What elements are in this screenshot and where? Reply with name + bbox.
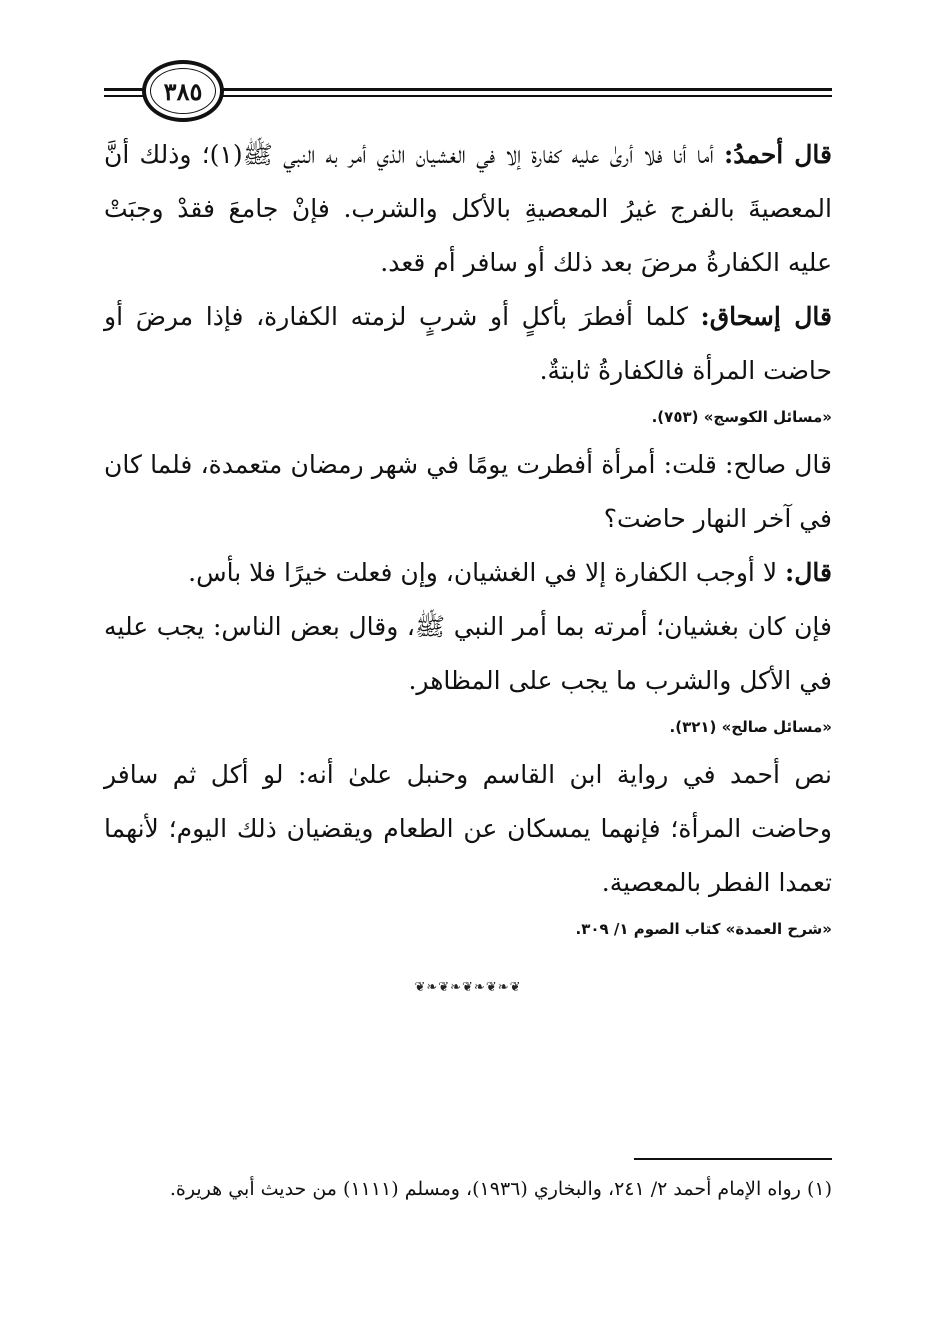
page-number-badge — [142, 60, 224, 122]
paragraph-text: نص أحمد في رواية ابن القاسم وحنبل علىٰ أنه: لو أكل ثم سافر وحاضت المرأة؛ فإنهما يمسكان عن الطعام ويقضيان ذلك اليوم؛ لأنهما تعمدا الفطر بالمعصية. — [104, 760, 832, 897]
footnote: (١) رواه الإمام أحمد ٢/ ٢٤١، والبخاري (١٩٣٦)، ومسلم (١١١١) من حديث أبي هريرة. — [169, 1178, 832, 1200]
footnote-rule — [634, 1158, 832, 1160]
paragraph-nass — [104, 748, 832, 910]
paragraph-text: أما أنا فلا أرىٰ عليه كفارة إلا في الغشيان الذي أمر به النبي ﷺ(١)؛ وذلك أنَّ المعصيةَ بالفرج غيرُ المعصيةِ بالأكل والشرب. فإنْ جامعَ فقدْ وجبَتْ عليه الكفارةُ مرضَ بعد ذلك أو سافر أم قعد. — [104, 140, 832, 277]
page-body — [104, 128, 832, 995]
paragraph-answer — [104, 546, 832, 600]
speaker-label: قال إسحاق: — [700, 302, 832, 331]
paragraph-text: فإن كان بغشيان؛ أمرته بما أمر النبي ﷺ، وقال بعض الناس: يجب عليه في الأكل والشرب ما يجب على المظاهر. — [104, 612, 832, 695]
paragraph-salih-question — [104, 438, 832, 546]
paragraph-ghishyan — [104, 600, 832, 708]
speaker-label: قال: — [785, 558, 832, 587]
paragraph-text: كلما أفطرَ بأكلٍ أو شربٍ لزمته الكفارة، فإذا مرضَ أو حاضت المرأة فالكفارةُ ثابتةٌ. — [104, 302, 832, 385]
page-number-inner-ring — [150, 68, 216, 114]
page-header — [104, 58, 832, 128]
source-citation: «مسائل الكوسج» (٧٥٣). — [651, 408, 832, 426]
speaker-label: قال أحمدُ: — [724, 140, 832, 169]
paragraph-ahmad — [104, 128, 832, 290]
paragraph-ishaq — [104, 290, 832, 398]
paragraph-text: لا أوجب الكفارة إلا في الغشيان، وإن فعلت خيرًا فلا بأس. — [188, 558, 786, 587]
paragraph-text: قال صالح: قلت: أمرأة أفطرت يومًا في شهر رمضان متعمدة، فلما كان في آخر النهار حاضت؟ — [104, 450, 832, 533]
page-number: ٣٨٥ — [163, 76, 203, 106]
section-divider-ornament: ❦❧❦❧❦❧❦❧❦ — [414, 980, 522, 995]
source-citation: «شرح العمدة» كتاب الصوم ١/ ٣٠٩. — [575, 920, 832, 938]
source-citation: «مسائل صالح» (٣٢١). — [669, 718, 832, 736]
